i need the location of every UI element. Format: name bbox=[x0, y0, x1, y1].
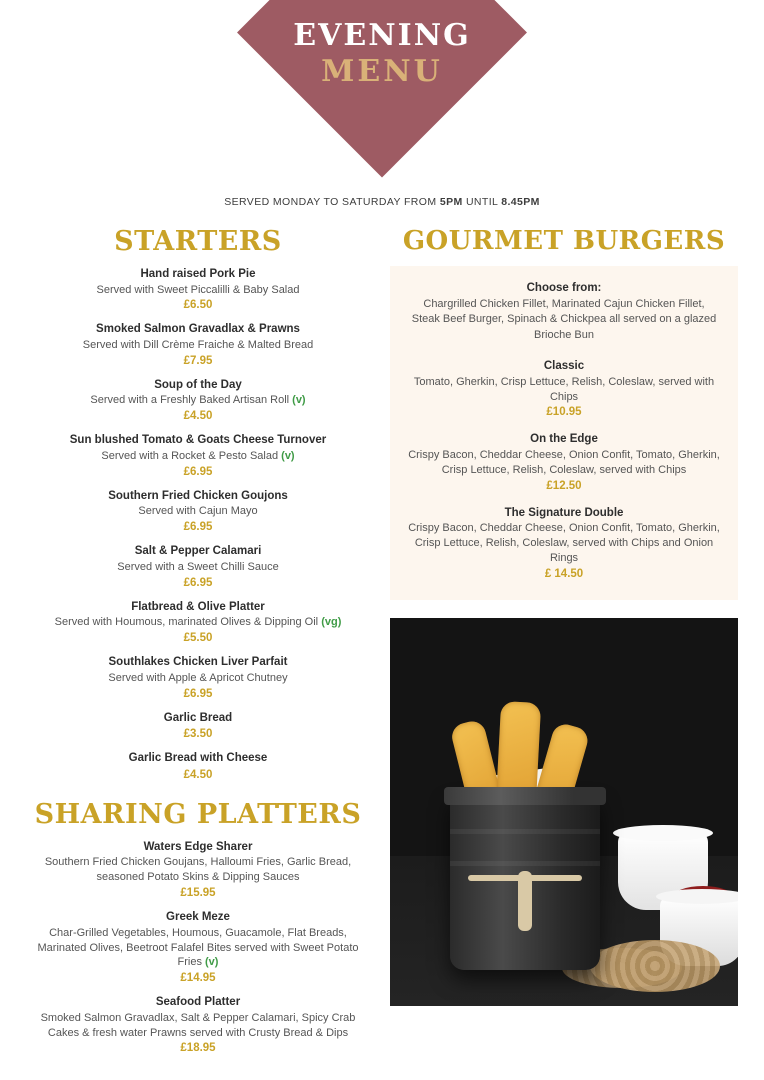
menu-item bbox=[24, 378, 372, 424]
veg-tag: (v) bbox=[292, 394, 306, 407]
menu-item bbox=[24, 840, 372, 901]
serving-hours-middle: UNTIL bbox=[462, 196, 502, 208]
menu-item-name: Sun blushed Tomato & Goats Cheese Turnover bbox=[69, 434, 327, 447]
menu-item bbox=[24, 267, 372, 313]
burgers-panel bbox=[390, 266, 738, 600]
menu-item-name: Classic bbox=[543, 360, 585, 373]
menu-item bbox=[24, 751, 372, 783]
veg-tag: (v) bbox=[205, 956, 219, 969]
right-column bbox=[390, 226, 738, 1066]
bucket-band bbox=[450, 861, 600, 866]
menu-item-desc: Crispy Bacon, Cheddar Cheese, Onion Confit, Tomato, Gherkin, Crisp Lettuce, Relish, Coleslaw, served with Chips and Onion Rings bbox=[408, 522, 720, 564]
menu-item bbox=[408, 359, 720, 420]
starters-heading: STARTERS bbox=[114, 226, 282, 257]
menu-item-name: Waters Edge Sharer bbox=[143, 840, 253, 853]
menu-item-price: £4.50 bbox=[183, 410, 213, 423]
menu-item-name: Smoked Salmon Gravadlax & Prawns bbox=[96, 323, 300, 336]
menu-item-price: £6.95 bbox=[183, 521, 213, 534]
menu-item-name: Hand raised Pork Pie bbox=[140, 268, 256, 280]
menu-item-price: £7.95 bbox=[183, 354, 213, 367]
menu-item bbox=[24, 489, 372, 535]
menu-item-price: £10.95 bbox=[546, 406, 582, 419]
menu-item-name: Soup of the Day bbox=[154, 378, 242, 391]
menu-item-name: The Signature Double bbox=[504, 506, 624, 519]
menu-item-desc: Served with Apple & Apricot Chutney bbox=[108, 671, 288, 684]
menu-item-desc bbox=[24, 449, 372, 464]
menu-item bbox=[24, 995, 372, 1056]
menu-item-price: £12.50 bbox=[546, 479, 582, 492]
veg-tag: (v) bbox=[281, 449, 295, 462]
sharing-platters-heading: SHARING PLATTERS bbox=[34, 798, 362, 830]
menu-item-desc: Served with Dill Crème Fraiche & Malted Bread bbox=[82, 338, 314, 351]
menu-item-name: On the Edge bbox=[530, 433, 598, 446]
menu-item bbox=[24, 711, 372, 743]
header-title-block bbox=[0, 18, 764, 90]
menu-item-price: £18.95 bbox=[180, 1042, 216, 1055]
serving-hours-from: 5PM bbox=[439, 196, 463, 208]
serving-hours-until: 8.45PM bbox=[501, 196, 540, 208]
menu-item-desc: Southern Fried Chicken Goujans, Halloumi Fries, Garlic Bread, seasoned Potato Skins & Dipping Sauces bbox=[44, 856, 352, 884]
starters-list bbox=[24, 267, 372, 783]
menu-item-price: £14.95 bbox=[180, 972, 216, 985]
menu-item-desc-text: Served with a Rocket & Pesto Salad bbox=[101, 449, 282, 462]
serving-hours-prefix: SERVED MONDAY TO SATURDAY FROM bbox=[224, 196, 440, 208]
menu-item bbox=[408, 432, 720, 493]
menu-item-name: Garlic Bread bbox=[163, 711, 233, 724]
menu-item-price: £ 14.50 bbox=[544, 567, 584, 580]
bucket-band bbox=[450, 829, 600, 834]
menu-item-price: £6.50 bbox=[183, 299, 213, 312]
menu-item bbox=[24, 322, 372, 368]
page-subtitle: MENU bbox=[321, 54, 443, 89]
burgers-choose-heading: Choose from: bbox=[526, 282, 602, 294]
menu-item bbox=[408, 506, 720, 582]
photo-mat-front bbox=[590, 940, 720, 992]
sharing-platters-list bbox=[24, 840, 372, 1057]
menu-item-price: £6.95 bbox=[183, 465, 213, 478]
menu-item bbox=[24, 544, 372, 590]
menu-item-desc-text: Served with a Freshly Baked Artisan Roll bbox=[90, 394, 293, 407]
menu-item-desc: Served with Sweet Piccalilli & Baby Salad bbox=[96, 283, 300, 296]
menu-item-name: Garlic Bread with Cheese bbox=[128, 752, 268, 765]
serving-hours-note bbox=[0, 196, 764, 208]
burgers-choose-desc: Chargrilled Chicken Fillet, Marinated Cajun Chicken Fillet, Steak Beef Burger, Spinach & Chickpea all served on a glazed Brioche Bun bbox=[411, 298, 717, 341]
menu-item-name: Flatbread & Olive Platter bbox=[131, 600, 265, 613]
menu-item-desc-text: Char-Grilled Vegetables, Houmous, Guacamole, Flat Breads, Marinated Olives, Beetroot Falafel Bites served with Sweet Potato Fries bbox=[37, 926, 359, 969]
menu-header bbox=[0, 0, 764, 190]
menu-item-price: £3.50 bbox=[183, 728, 213, 741]
menu-item bbox=[24, 600, 372, 646]
menu-item-desc: Smoked Salmon Gravadlax, Salt & Pepper Calamari, Spicy Crab Cakes & fresh water Prawns served with Crusty Bread & Dips bbox=[40, 1011, 356, 1039]
menu-item-desc: Served with a Sweet Chilli Sauce bbox=[117, 560, 279, 573]
menu-item-desc bbox=[24, 393, 372, 408]
food-photo bbox=[390, 618, 738, 1006]
menu-item-desc: Tomato, Gherkin, Crisp Lettuce, Relish, Coleslaw, served with Chips bbox=[413, 375, 715, 403]
menu-item bbox=[24, 433, 372, 479]
bucket-twine-knot bbox=[518, 871, 532, 931]
burgers-heading: GOURMET BURGERS bbox=[402, 226, 726, 256]
menu-item-name: Greek Meze bbox=[166, 911, 230, 924]
menu-item-desc bbox=[24, 615, 372, 630]
menu-item-price: £6.95 bbox=[183, 576, 213, 589]
menu-item-desc: Served with Cajun Mayo bbox=[138, 505, 258, 518]
menu-item-name: Salt & Pepper Calamari bbox=[134, 545, 262, 558]
menu-item bbox=[24, 655, 372, 701]
photo-serving-bucket bbox=[450, 795, 600, 970]
menu-item-price: £6.95 bbox=[183, 687, 213, 700]
page-title: EVENING bbox=[293, 18, 471, 53]
menu-item-name: Southern Fried Chicken Goujons bbox=[108, 489, 288, 502]
vegan-tag: (vg) bbox=[321, 616, 342, 629]
left-column bbox=[24, 226, 372, 1066]
menu-item-price: £4.50 bbox=[183, 768, 213, 781]
menu-item-name: Southlakes Chicken Liver Parfait bbox=[108, 656, 288, 669]
menu-item-desc-text: Served with Houmous, marinated Olives & Dipping Oil bbox=[54, 616, 322, 629]
menu-item bbox=[24, 910, 372, 986]
menu-item-desc: Crispy Bacon, Cheddar Cheese, Onion Confit, Tomato, Gherkin, Crisp Lettuce, Relish, Coleslaw, served with Chips bbox=[408, 448, 720, 476]
menu-item-price: £5.50 bbox=[183, 632, 213, 645]
menu-columns bbox=[0, 208, 764, 1066]
menu-item-desc bbox=[24, 926, 372, 971]
menu-item-price: £15.95 bbox=[180, 887, 216, 900]
menu-item-name: Seafood Platter bbox=[155, 996, 241, 1009]
